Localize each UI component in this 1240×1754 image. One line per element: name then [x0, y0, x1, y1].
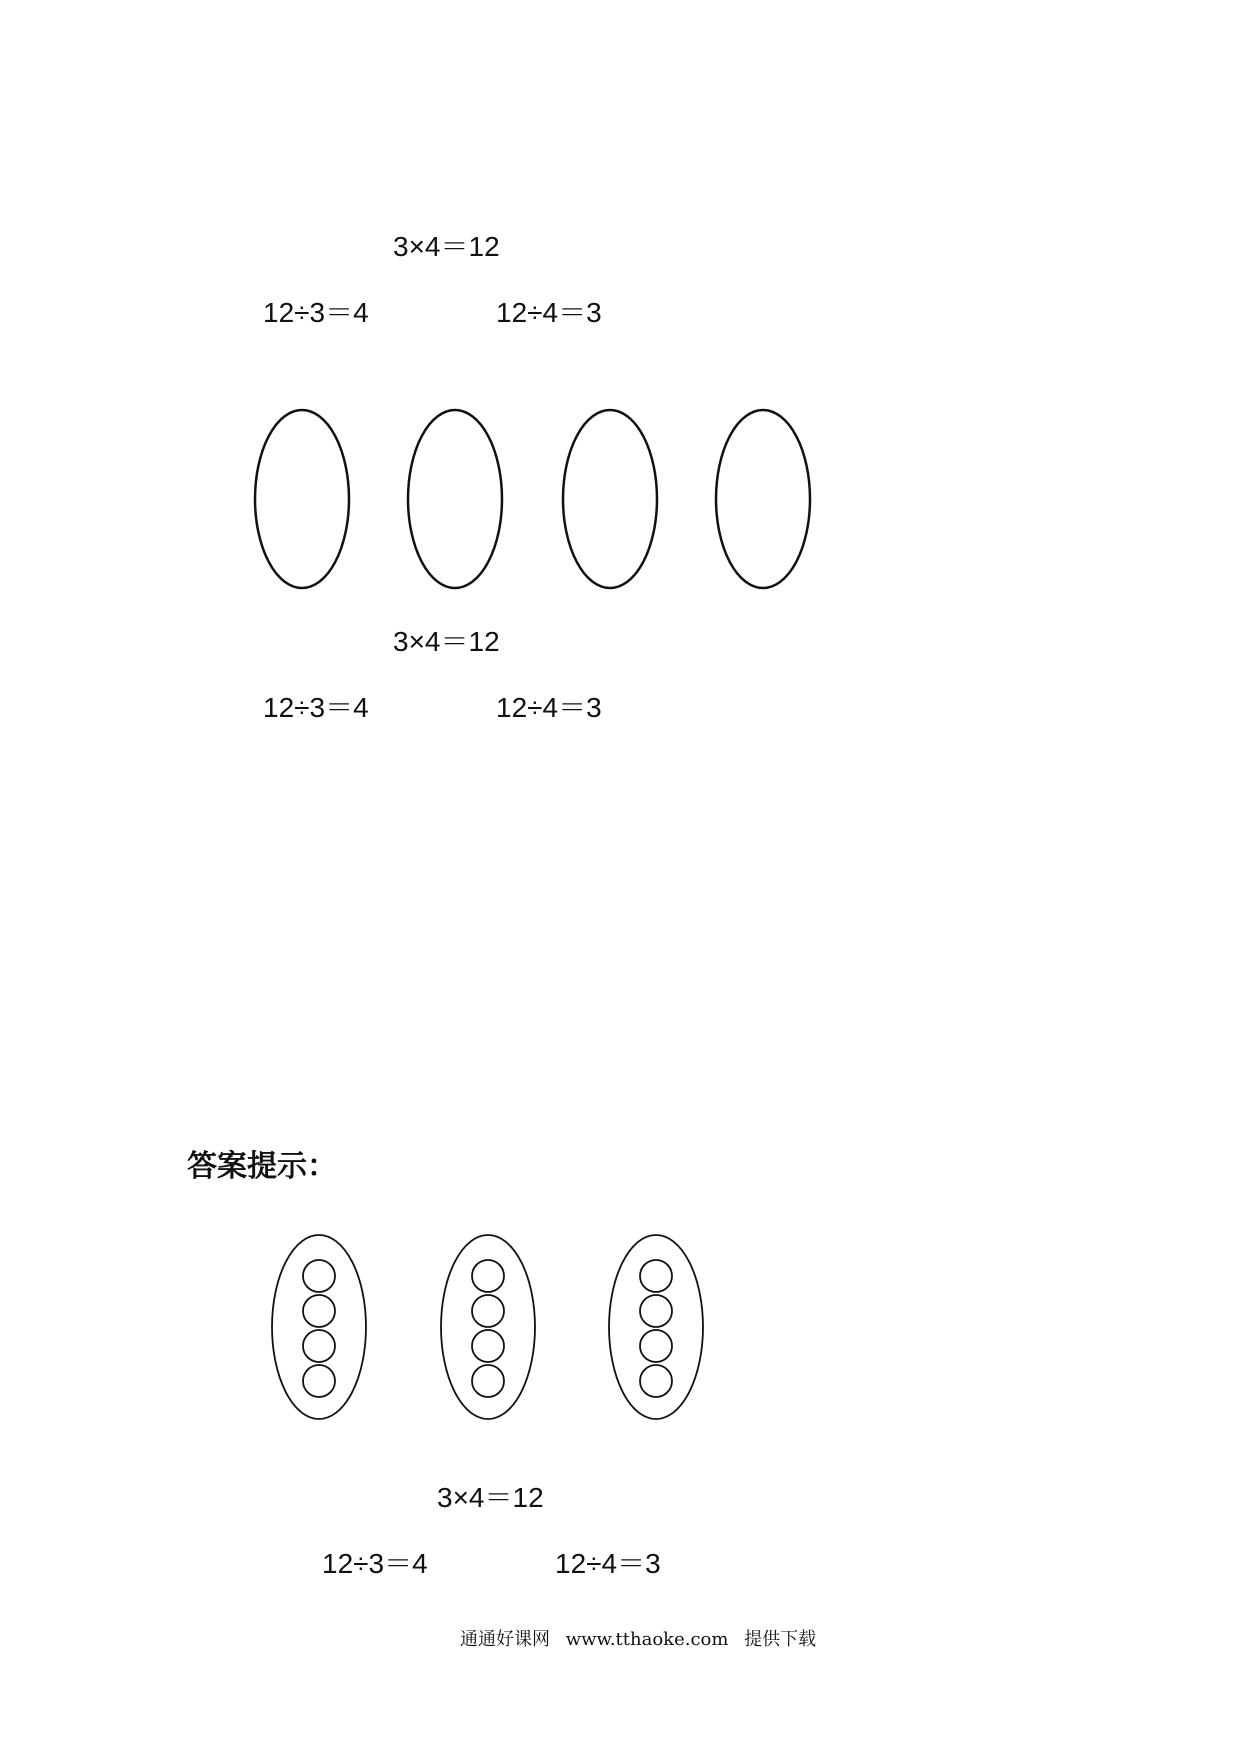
answer-circle: [303, 1260, 335, 1292]
answer-circle: [640, 1330, 672, 1362]
answer-circle: [303, 1365, 335, 1397]
empty-oval-2: [408, 410, 502, 588]
answer-circle: [303, 1295, 335, 1327]
footer-site-name: 通通好课网: [460, 1629, 550, 1650]
answer-circle: [472, 1295, 504, 1327]
answer-multiplication: 3×4＝12: [437, 1482, 544, 1513]
answer-division-b: 12÷4＝3: [555, 1548, 661, 1579]
answer-circle: [640, 1365, 672, 1397]
section2-division-b: 12÷4＝3: [496, 692, 602, 723]
answer-oval-group-1: [272, 1235, 366, 1419]
answer-division-a: 12÷3＝4: [322, 1548, 428, 1579]
answer-circle: [472, 1365, 504, 1397]
section2-multiplication: 3×4＝12: [393, 626, 500, 657]
answer-oval-group-2: [441, 1235, 535, 1419]
empty-ovals-group: [255, 410, 810, 588]
answer-circle: [472, 1330, 504, 1362]
page-footer: [460, 1629, 826, 1651]
footer-suffix: 提供下载: [744, 1629, 817, 1650]
section2-division-a: 12÷3＝4: [263, 692, 369, 723]
section1-multiplication: 3×4＝12: [393, 231, 500, 262]
empty-oval-4: [716, 410, 810, 588]
section1-division-a: 12÷3＝4: [263, 297, 369, 328]
answer-circle: [640, 1260, 672, 1292]
empty-oval-3: [563, 410, 657, 588]
section1-division-b: 12÷4＝3: [496, 297, 602, 328]
answer-circle: [472, 1260, 504, 1292]
answer-circle: [303, 1330, 335, 1362]
footer-url: www.tthaoke.com: [565, 1629, 729, 1650]
answer-heading: 答案提示：: [187, 1149, 337, 1184]
answer-circle: [640, 1295, 672, 1327]
empty-oval-1: [255, 410, 349, 588]
answer-oval-group-3: [609, 1235, 703, 1419]
